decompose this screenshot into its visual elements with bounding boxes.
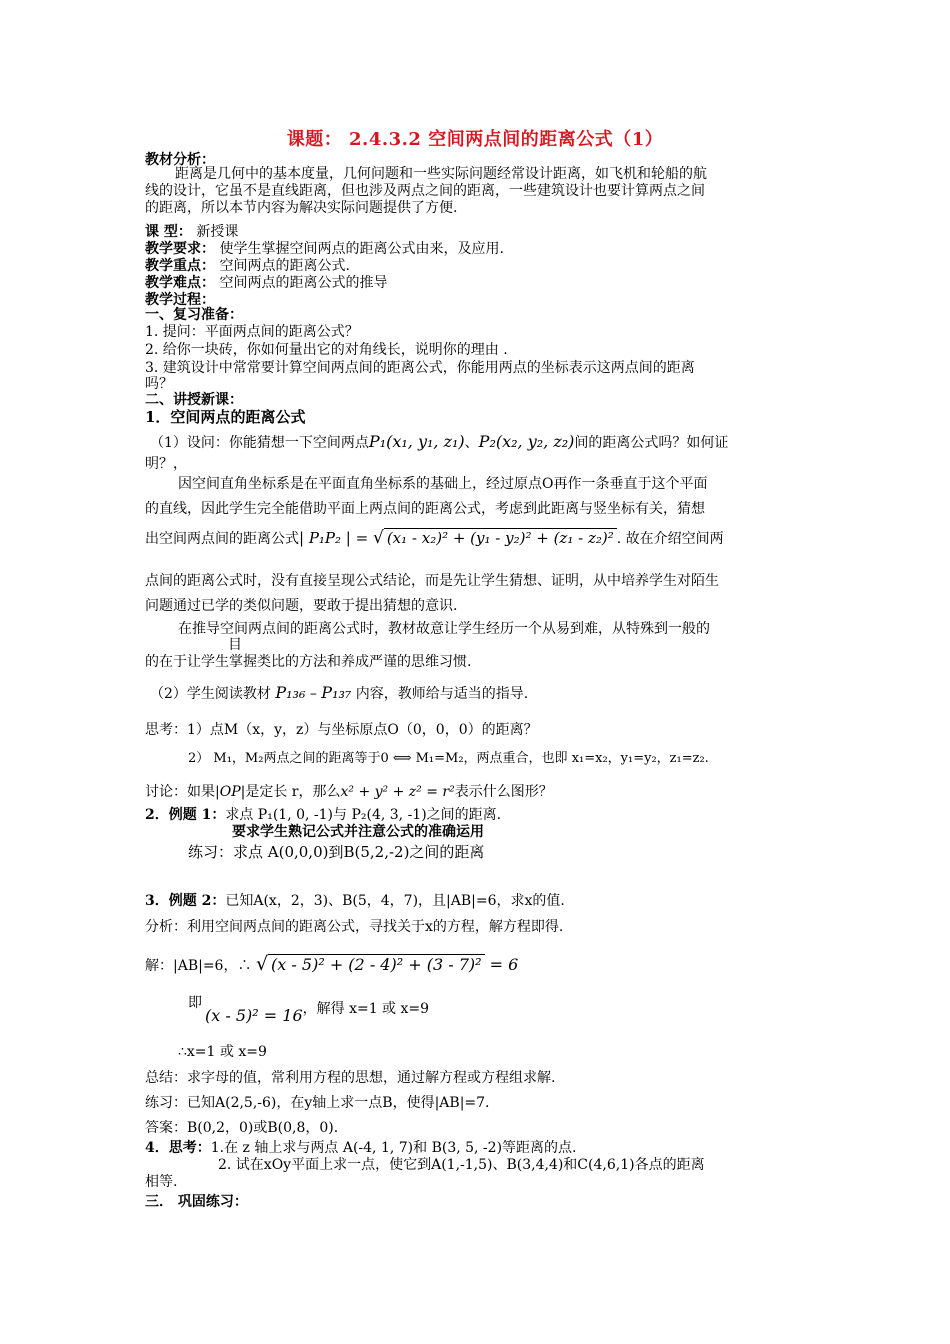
- formula-ji: (x - 5)² = 16: [205, 1006, 303, 1025]
- formula-line: [145, 527, 724, 550]
- meta-label: 课 型：: [145, 224, 192, 240]
- text-span: 表示什么图形？: [454, 784, 553, 800]
- question-2: [150, 680, 528, 707]
- example-text: 1.在 z 轴上求与两点 A(-4, 1, 7)和 B(3, 5, -2)等距离的点.: [210, 1140, 577, 1156]
- review-item: 1. 提问：平面两点间的距离公式？: [145, 324, 359, 340]
- formula-sphere: x² + y² + z² = r²: [340, 784, 455, 800]
- example-2-analysis: 分析：利用空间两点间的距离公式，寻找关于x的方程，解方程即得.: [145, 919, 564, 935]
- formula-p1: P₁(x₁, y₁, z₁): [368, 432, 465, 451]
- ji-label: 即: [188, 995, 202, 1011]
- meta-value: 空间两点的距离公式.: [219, 258, 350, 274]
- text-span: （1）设问：你能猜想一下空间两点: [150, 435, 369, 451]
- solution-line: [145, 952, 518, 978]
- question-1-cont: 明？，: [145, 456, 187, 472]
- page-ref-end: P₁₃₇: [321, 683, 352, 702]
- review-item: 吗？: [145, 376, 173, 392]
- page-title: 课题： 2.4.3.2 空间两点间的距离公式（1）: [286, 129, 664, 150]
- example-text: 求点 P₁(1, 0, -1)与 P₂(4, 3, -1)之间的距离.: [225, 807, 502, 823]
- formula-radicand: (x₁ - x₂)² + (y₁ - y₂)² + (z₁ - z₂)²: [384, 528, 617, 547]
- paragraph-line: 在推导空间两点间的距离公式时，教材故意让学生经历一个从易到难，从特殊到一般的: [178, 621, 710, 637]
- example-3-item: 2. 试在xOy平面上求一点，使它到A(1,-1,5)、B(3,4,4)和C(4,6,1)各点的距离: [218, 1157, 705, 1173]
- answer-line: 答案：B(0,2，0)或B(0,8，0).: [145, 1120, 339, 1136]
- meta-label: 教学重点：: [145, 258, 215, 274]
- formula-op: |OP|: [215, 784, 246, 800]
- paragraph-char: 目: [228, 637, 242, 653]
- summary-line: 总结：求字母的值，常利用方程的思想，通过解方程或方程组求解.: [145, 1070, 556, 1086]
- paragraph-line: 的在于让学生掌握类比的方法和养成严谨的思维习惯.: [145, 654, 472, 670]
- meta-value: 使学生掌握空间两点的距离公式由来，及应用.: [219, 241, 504, 257]
- question-1: [150, 432, 728, 453]
- review-heading: 一、复习准备：: [145, 307, 243, 323]
- paragraph-line: 因空间直角坐标系是在平面直角坐标系的基础上，经过原点O再作一条垂直于这个平面: [178, 476, 708, 492]
- paragraph-line: 的直线，因此学生完全能借助平面上两点间的距离公式，考虑到此距离与竖坐标有关，猜想: [145, 501, 705, 517]
- example-1: [145, 807, 501, 823]
- meta-label: 教学过程：: [145, 292, 215, 308]
- meta-row: [145, 224, 238, 240]
- formula-lhs: | P₁P₂ | =: [299, 529, 373, 547]
- example-text: 已知A(x，2，3)、B(5，4，7)，且|AB|=6，求x的值.: [225, 893, 565, 909]
- sqrt-symbol: √ (x - 5)² + (2 - 4)² + (3 - 7)²: [256, 952, 485, 978]
- consolidate-heading: 三． 巩固练习：: [145, 1194, 248, 1210]
- text-span: ，解得 x=1 或 x=9: [302, 1001, 430, 1017]
- meta-label: 教学要求：: [145, 241, 215, 257]
- analysis-line: 距离是几何中的基本度量，几何问题和一些实际问题经常设计距离，如飞机和轮船的航: [175, 166, 707, 182]
- example-note: 要求学生熟记公式并注意公式的准确运用: [232, 824, 484, 840]
- meta-value: 新授课: [196, 224, 239, 240]
- practice-1: 练习：求点 A(0,0,0)到B(5,2,-2)之间的距离: [188, 843, 485, 861]
- text-span: 内容，教师给与适当的指导.: [355, 686, 529, 702]
- therefore-line: ∴x=1 或 x=9: [178, 1044, 267, 1060]
- meta-row: [145, 241, 504, 257]
- discuss-line: [145, 784, 553, 800]
- solution-eq: = 6: [484, 955, 519, 974]
- meta-row: [145, 258, 350, 274]
- text-span: 是定长 r，那么: [245, 784, 341, 800]
- text-span: （2）学生阅读教材: [150, 686, 271, 702]
- meta-label: 教学难点：: [145, 275, 215, 291]
- ji-line: [205, 1001, 430, 1027]
- analysis-line: 线的设计，它虽不是直线距离，但也涉及两点之间的距离，一些建筑设计也要计算两点之间: [145, 183, 705, 199]
- meta-row: [145, 275, 387, 291]
- example-label: 3．例题 2：: [145, 893, 226, 909]
- example-label: 4．思考：: [145, 1140, 211, 1156]
- section-heading: 1．空间两点的距离公式: [145, 408, 306, 426]
- page-ref-start: P₁₃₆: [275, 683, 306, 702]
- practice-2: 练习：已知A(2,5,-6)，在y轴上求一点B，使得|AB|=7.: [145, 1095, 490, 1111]
- paragraph-line: 点间的距离公式时，没有直接呈现公式结论，而是先让学生猜想、证明，从中培养学生对陌生: [145, 573, 719, 589]
- review-item: 3. 建筑设计中常常要计算空间两点间的距离公式，你能用两点的坐标表示这两点间的距离: [145, 360, 695, 376]
- example-3-item: 相等.: [145, 1174, 178, 1190]
- teach-heading: 二、讲授新课：: [145, 392, 243, 408]
- text-span: . 故在介绍空间两: [616, 531, 724, 547]
- example-label: 2．例题 1：: [145, 807, 226, 823]
- sqrt-symbol: √ (x₁ - x₂)² + (y₁ - y₂)² + (z₁ - z₂)²: [373, 527, 617, 550]
- paragraph-line: 问题通过已学的类似问题，要敢于提出猜想的意识.: [145, 598, 458, 614]
- text-span: 讨论：如果: [145, 784, 215, 800]
- example-3: [145, 1140, 577, 1156]
- review-item: 2. 给你一块砖，你如何量出它的对角线长，说明你的理由 .: [145, 342, 508, 358]
- text-span: 出空间两点间的距离公式: [145, 531, 299, 547]
- formula-p2: P₂(x₂, y₂, z₂): [478, 432, 575, 451]
- text-span: 、: [464, 435, 479, 451]
- analysis-heading: 教材分析：: [145, 152, 215, 168]
- analysis-line: 的距离，所以本节内容为解决实际问题提供了方便.: [145, 200, 458, 216]
- text-span: –: [309, 686, 317, 702]
- think-line: 2） M₁，M₂两点之间的距离等于0 ⟺ M₁=M₂，两点重合，也即 x₁=x₂，y₁=y₂，z₁=z₂.: [188, 751, 709, 766]
- text-span: 解：|AB|=6，∴: [145, 958, 252, 974]
- solution-radicand: (x - 5)² + (2 - 4)² + (3 - 7)²: [268, 954, 485, 974]
- think-line: 思考：1）点M（x，y，z）与坐标原点O（0，0，0）的距离？: [145, 722, 538, 738]
- meta-value: 空间两点的距离公式的推导: [219, 275, 388, 291]
- text-span: 间的距离公式吗？如何证: [574, 435, 729, 451]
- example-2: [145, 893, 565, 909]
